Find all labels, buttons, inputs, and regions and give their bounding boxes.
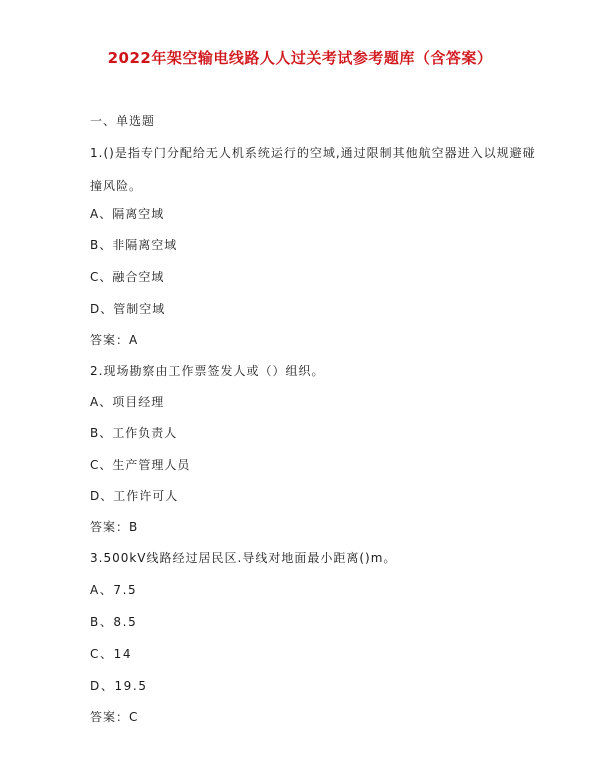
question-1-stem-cont: 撞风险。 — [90, 179, 143, 193]
question-3-option-a: A、7.5 — [90, 583, 138, 597]
document-title: 2022年架空输电线路人人过关考试参考题库（含答案） — [107, 49, 493, 67]
question-2-option-a: A、项目经理 — [90, 395, 165, 409]
question-2-option-c: C、生产管理人员 — [90, 458, 191, 472]
section-heading: 一、单选题 — [90, 114, 156, 128]
question-2-stem: 2.现场勘察由工作票签发人或（）组织。 — [90, 364, 325, 378]
question-1-option-a: A、隔离空域 — [90, 207, 165, 221]
question-3-answer: 答案：C — [90, 710, 139, 724]
question-1-option-c: C、融合空域 — [90, 270, 165, 284]
question-1-stem: 1.()是指专门分配给无人机系统运行的空域,通过限制其他航空器进入以规避碰 — [90, 146, 536, 160]
question-1-answer: 答案：A — [90, 333, 139, 347]
question-3-option-d: D、19.5 — [90, 679, 148, 693]
question-2-option-b: B、工作负责人 — [90, 426, 178, 440]
question-3-option-b: B、8.5 — [90, 615, 138, 629]
question-1-option-b: B、非隔离空域 — [90, 238, 178, 252]
question-3-option-c: C、14 — [90, 647, 133, 661]
question-2-option-d: D、工作许可人 — [90, 489, 179, 503]
question-2-answer: 答案：B — [90, 520, 139, 534]
question-1-option-d: D、管制空域 — [90, 302, 166, 316]
question-3-stem: 3.500kV线路经过居民区.导线对地面最小距离()m。 — [90, 551, 397, 565]
